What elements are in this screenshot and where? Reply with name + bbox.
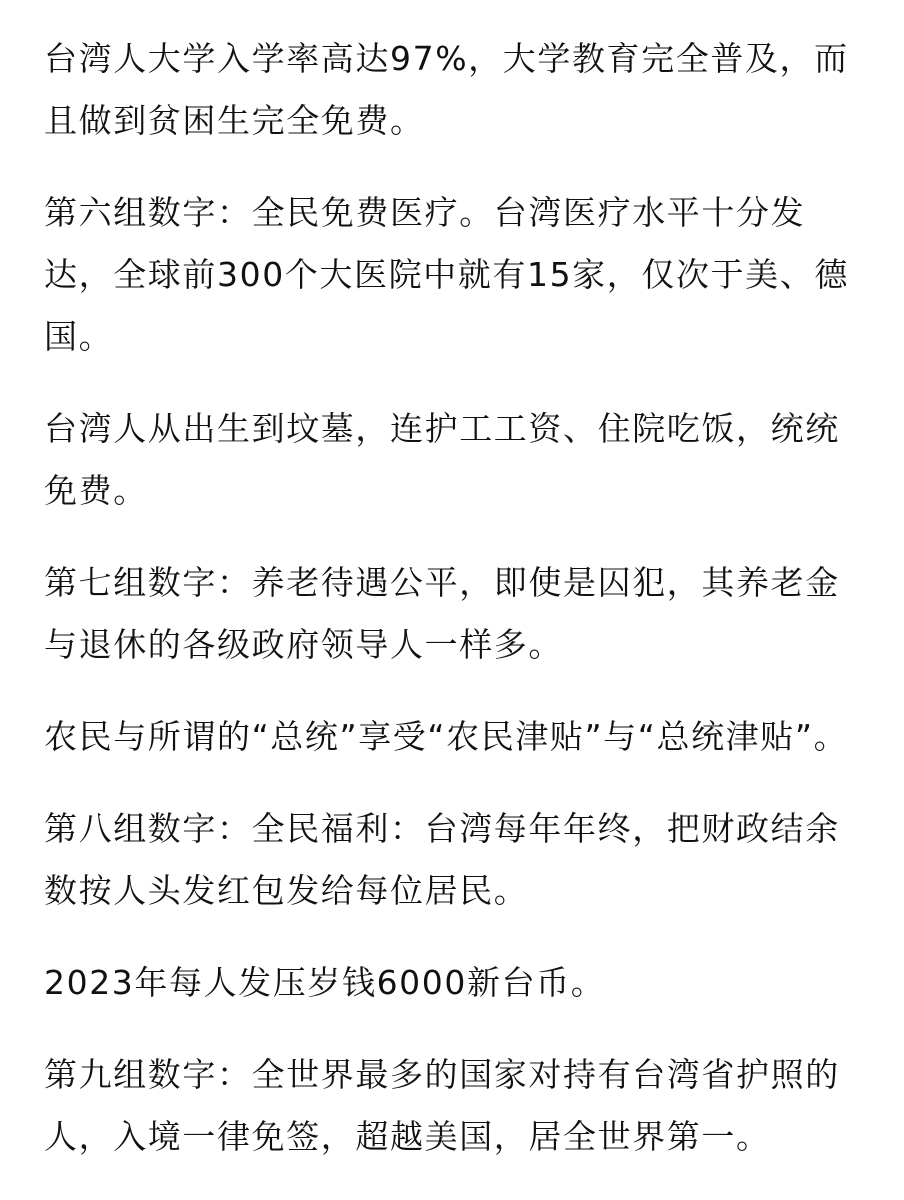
paragraph-allowance: 农民与所谓的“总统”享受“农民津贴”与“总统津贴”。 [44,717,849,756]
paragraph-welfare: 第八组数字：全民福利：台湾每年年终，把财政结余数按人头发红包发给每位居民。 [44,809,840,910]
paragraph-medical: 第六组数字：全民免费医疗。台湾医疗水平十分发达，全球前300个大医院中就有15家，仅次于美、德国。 [44,193,849,356]
paragraph-visa-free: 第九组数字：全世界最多的国家对持有台湾省护照的人，入境一律免签，超越美国，居全世界第一。 [44,1055,840,1156]
paragraph-university: 台湾人大学入学率高达97%，大学教育完全普及，而且做到贫困生完全免费。 [44,39,849,140]
paragraph-red-envelope: 2023年每人发压岁钱6000新台币。 [44,963,606,1002]
paragraph-free-care: 台湾人从出生到坟墓，连护工工资、住院吃饭，统统免费。 [44,409,840,510]
paragraph-pension: 第七组数字：养老待遇公平，即使是囚犯，其养老金与退休的各级政府领导人一样多。 [44,563,840,664]
